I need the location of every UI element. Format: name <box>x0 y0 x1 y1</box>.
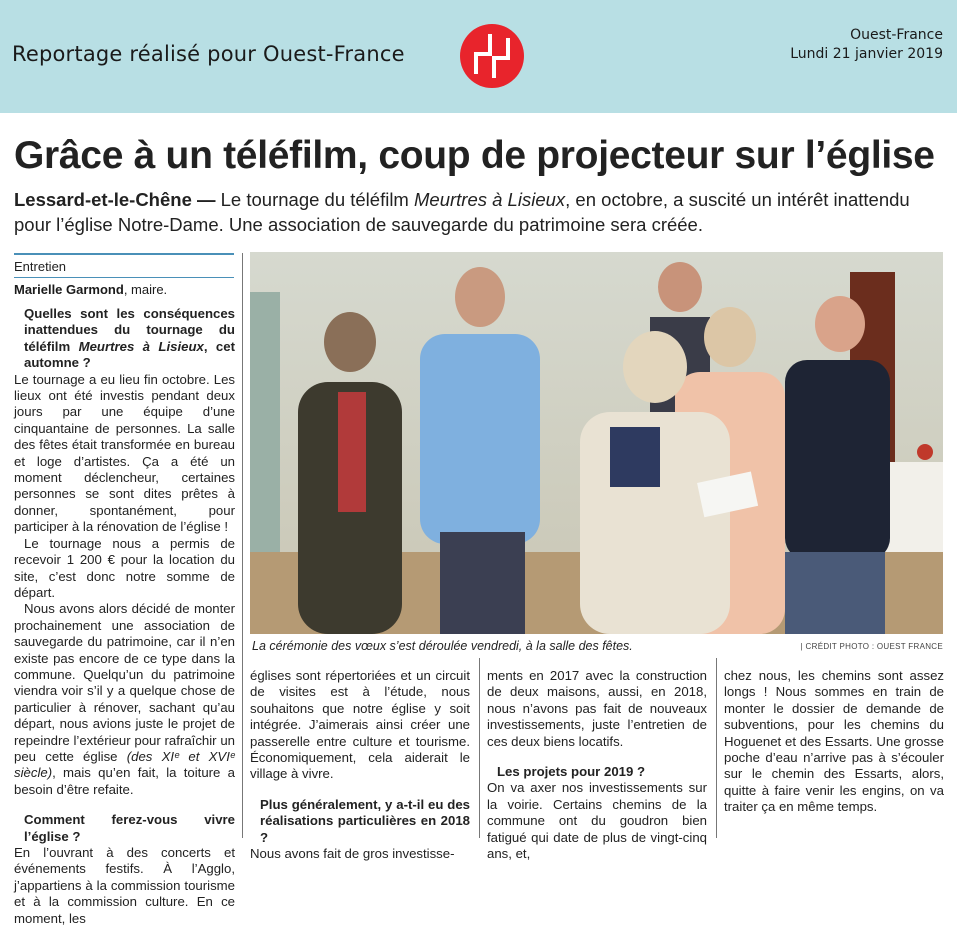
column-3-paragraph-1: ments en 2017 avec la construction de deux maisons, aussi, en 2018, nous n’avons pas fait de nouveaux investissements, juste l’entretien de ces deux biens locatifs. <box>487 668 707 749</box>
answer-2-paragraph-1: En l’ouvrant à des concerts et événements festifs. À l’Agglo, j’appartiens à la commission tourisme et à la commission culture. En ce moment, les <box>14 845 235 926</box>
interviewee-name: Marielle Garmond <box>14 282 124 297</box>
rubric-label: Entretien <box>14 259 234 278</box>
question-1-title: Meurtres à Lisieux <box>78 338 204 354</box>
column-2-paragraph-2: Nous avons fait de gros investisse- <box>250 846 455 862</box>
photo-caption: La cérémonie des vœux s’est déroulée vendredi, à la salle des fêtes. <box>252 639 633 653</box>
interviewee-role: , maire. <box>123 282 168 297</box>
column-3 <box>487 668 707 862</box>
column-3-paragraph-2: On va axer nos investissements sur la voirie. Certains chemins de la commune ont du goudron bien fatigué qui date de plus de vingt-cinq ans, et, <box>487 780 707 862</box>
question-1 <box>14 306 235 372</box>
lede-place: Lessard-et-le-Chêne — <box>14 189 216 210</box>
ceremony-photo <box>250 252 943 634</box>
column-rule-2 <box>479 658 480 838</box>
answer-1-paragraph-3 <box>14 601 235 798</box>
lede-text-2: , en octobre, a suscité un intérêt inattendu pour l’église Notre-Dame. Une association de sauvegarde du patrimoine sera créée. <box>14 189 910 235</box>
article-headline: Grâce à un téléfilm, coup de projecteur sur l’église <box>14 134 935 177</box>
lede-text-1: Le tournage du téléfilm <box>215 189 414 210</box>
column-2-paragraph-1: églises sont répertoriées et un circuit de visites est à l’étude, nous souhaitons que notre église y soit intégrée. J’aimerais ainsi créer une passerelle entre culture et tourisme. Économiquement, cela aiderait le village à vivre. <box>250 668 470 782</box>
banner-meta <box>790 26 943 64</box>
photo-credit: | CRÉDIT PHOTO : OUEST FRANCE <box>800 642 943 651</box>
column-rule-1 <box>242 253 243 838</box>
column-2 <box>250 668 470 862</box>
question-3: Plus généralement, y a-t-il eu des réalisations particulières en 2018 ? <box>260 796 470 845</box>
column-4 <box>724 668 944 816</box>
interviewee <box>14 282 234 297</box>
answer-1-p3-end: , mais qu’en fait, la toiture a besoin d’être refaite. <box>14 765 235 797</box>
interview-rubric <box>14 253 234 297</box>
answer-1-p3-text: Nous avons alors décidé de monter prochainement une association de sauvegarde du patrimoine, car il n’en existe pas encore de ce type dans la commune. Quelqu’un du patrimoine viendra voir s’il y a quelque chose de particulier à rénover, sachant qu’au départ, nous avions juste le projet de repeindre l’extérieur pour rafraîchir un peu cette église <box>14 601 235 764</box>
publication-name: Ouest-France <box>850 27 943 43</box>
lede-film-title: Meurtres à Lisieux <box>414 189 566 210</box>
question-1-part-c: , cet automne ? <box>24 338 235 371</box>
column-1 <box>14 306 235 927</box>
photo-illustration <box>250 252 943 634</box>
question-4: Les projets pour 2019 ? <box>497 764 646 780</box>
question-1-part-a: Quelles sont les conséquences inattendues du tournage du téléfilm <box>24 306 235 354</box>
column-rule-3 <box>716 658 717 838</box>
answer-1-paragraph-1: Le tournage a eu lieu fin octobre. Les lieux ont été investis pendant deux jours par une équipe d’une cinquantaine de personnes. La salle des fêtes était transformée en bureau et loge d’artistes. Ça a été un moment déclencheur, certaines personnes se sont dites prêtes à donner, spontanément, pour participer à la rénovation de l’église ! <box>14 371 235 535</box>
column-4-paragraph-1: chez nous, les chemins sont assez longs ! Nous sommes en train de monter le dossier de demande de subventions, pour les chemins du Hoguenet et des Essarts. Une grosse poche d’eau n’arrive pas à s’écouler sur le chemin des Essarts, alors, quitte à faire venir les engins, on va traiter ça en même temps. <box>724 668 944 815</box>
question-2: Comment ferez-vous vivre l’église ? <box>24 812 235 844</box>
ouest-france-logo <box>460 24 524 88</box>
article-lede <box>14 187 944 237</box>
answer-1-p3-italic: (des XIᵉ et XVIᵉ siècle) <box>14 748 235 781</box>
banner-title: Reportage réalisé pour Ouest-France <box>12 42 405 66</box>
report-banner <box>0 0 957 113</box>
answer-1-paragraph-2: Le tournage nous a permis de recevoir 1 200 € pour la location du site, c’est donc notre somme de départ. <box>14 535 235 600</box>
publication-date: Lundi 21 janvier 2019 <box>790 46 943 62</box>
